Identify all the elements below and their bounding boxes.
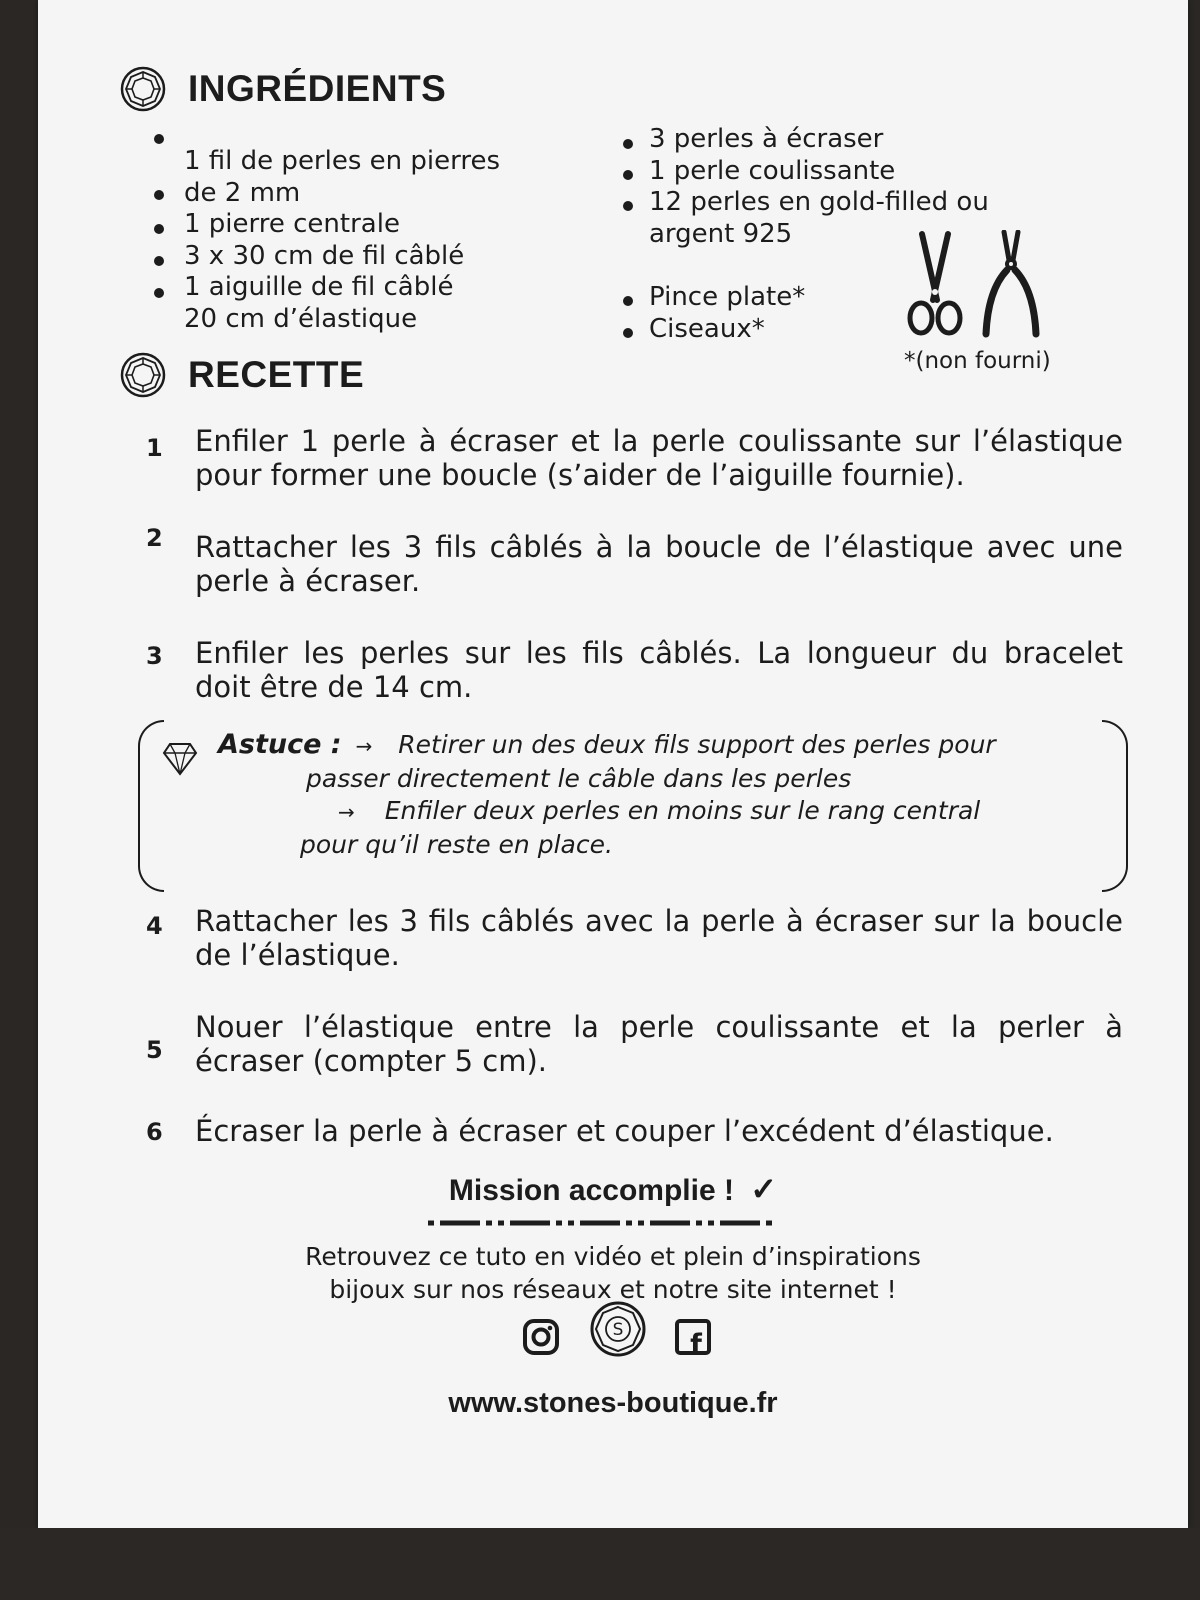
facebook-icon[interactable]: [674, 1318, 712, 1356]
step-text: Rattacher les 3 fils câblés à la boucle de l’élastique avec une perle à écraser.: [195, 530, 1123, 598]
instagram-icon[interactable]: [522, 1318, 560, 1356]
bullet: [623, 296, 633, 306]
tip-bracket-left: [138, 720, 164, 892]
check-icon: ✓: [750, 1171, 778, 1207]
list-item: argent 925: [649, 218, 793, 249]
footer-line: Retrouvez ce tuto en vidéo et plein d’inspirations: [305, 1242, 921, 1271]
tip-box: [138, 720, 1128, 888]
brand-logo-icon[interactable]: [589, 1300, 647, 1358]
step-number: 2: [146, 524, 163, 552]
tip-line: Retirer un des deux fils support des perles pour: [398, 730, 996, 759]
facebook-letter: f: [690, 1329, 702, 1356]
step-text: Nouer l’élastique entre la perle coulissante et la perler à écraser (compter 5 cm).: [195, 1010, 1123, 1078]
list-item: 12 perles en gold-filled ou: [649, 187, 989, 217]
scissors-icon: [904, 230, 966, 338]
pliers-icon: [980, 230, 1042, 338]
step-text: Enfiler 1 perle à écraser et la perle coulissante sur l’élastique pour former une boucle (s’aider de l’aiguille fournie).: [195, 424, 1123, 492]
tools-note: *(non fourni): [904, 348, 1051, 374]
website-url[interactable]: www.stones-boutique.fr: [448, 1387, 778, 1419]
step-number: 6: [146, 1118, 163, 1146]
list-item: 1 aiguille de fil câblé: [184, 272, 454, 302]
recipe-title: RECETTE: [188, 354, 365, 395]
arrow-icon: →: [355, 734, 373, 758]
tip-line: Enfiler deux perles en moins sur le rang central: [384, 796, 981, 825]
ingredients-title: INGRÉDIENTS: [188, 68, 447, 109]
table-surface: [0, 1528, 1200, 1600]
bullet: [154, 224, 164, 234]
bullet: [623, 170, 633, 180]
ingredients-header: [120, 66, 446, 112]
arrow-icon: →: [338, 800, 355, 824]
tip-label: Astuce :: [218, 729, 342, 760]
gem-icon: [120, 352, 166, 398]
step-text: Écraser la perle à écraser et couper l’excédent d’élastique.: [195, 1114, 1054, 1148]
step-number: 5: [146, 1036, 163, 1064]
mission-complete: [38, 1170, 1188, 1208]
tip-line: passer directement le câble dans les perles: [306, 764, 852, 793]
tool-item-scissors: Ciseaux*: [649, 313, 765, 344]
list-item: 1 fil de perles en pierres: [184, 146, 501, 176]
step-number: 3: [146, 642, 163, 670]
bullet: [623, 139, 633, 149]
bullet: [154, 134, 164, 144]
footer-line: bijoux sur nos réseaux et notre site internet !: [329, 1275, 897, 1304]
step-number: 4: [146, 912, 163, 940]
bullet: [623, 328, 633, 338]
bullet: [623, 201, 633, 211]
step-number: 1: [146, 434, 163, 462]
list-item: 20 cm d’élastique: [184, 303, 418, 334]
step-text: Enfiler les perles sur les fils câblés. La longueur du bracelet doit être de 14 cm.: [195, 636, 1123, 704]
list-item: 1 pierre centrale: [184, 209, 400, 239]
tip-line: pour qu’il reste en place.: [300, 830, 613, 859]
recipe-header: [120, 352, 364, 398]
tip-bracket-right: [1102, 720, 1128, 892]
list-item: de 2 mm: [184, 177, 301, 208]
dashed-underline: [428, 1218, 778, 1228]
bullet: [154, 288, 164, 298]
diamond-icon: [162, 742, 198, 776]
list-item: 1 perle coulissante: [649, 155, 896, 186]
mission-text: Mission accomplie !: [448, 1174, 734, 1207]
list-item: 3 perles à écraser: [649, 124, 884, 154]
gem-icon: [120, 66, 166, 112]
tool-item-pliers: Pince plate*: [649, 282, 806, 312]
step-text: Rattacher les 3 fils câblés avec la perle à écraser sur la boucle de l’élastique.: [195, 904, 1123, 972]
instruction-card: [38, 0, 1188, 1528]
bullet: [154, 190, 164, 200]
logo-letter: S: [612, 1320, 624, 1340]
list-item: 3 x 30 cm de fil câblé: [184, 240, 465, 271]
bullet: [154, 256, 164, 266]
